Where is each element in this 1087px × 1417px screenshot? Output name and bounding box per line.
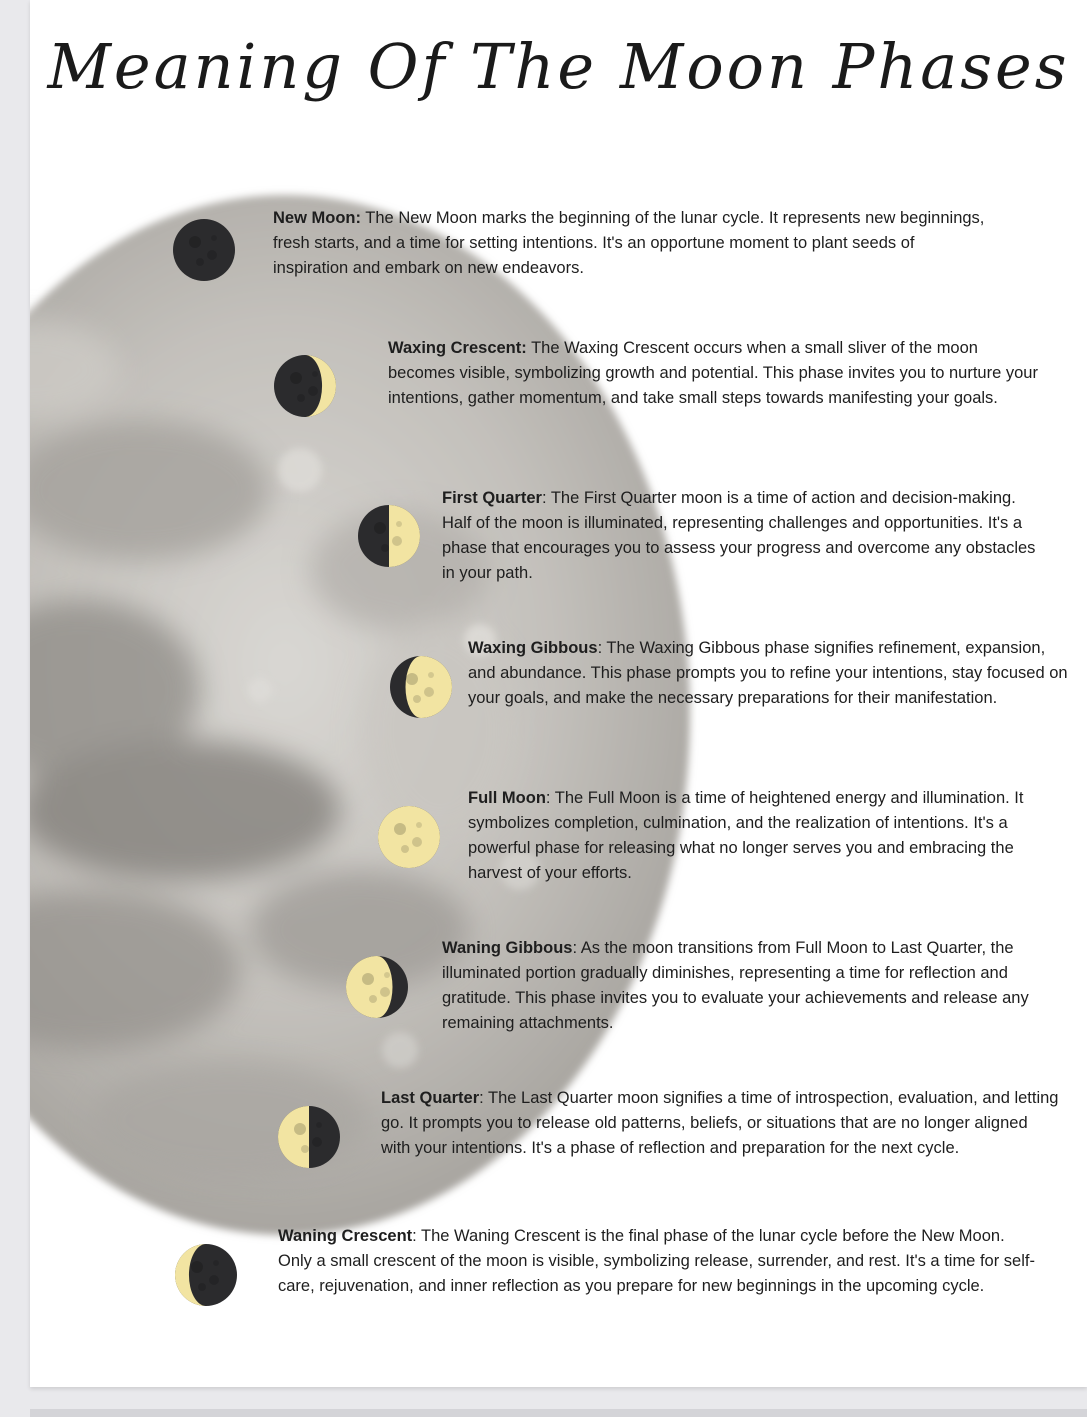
waxing-gibbous-icon [389, 655, 453, 723]
phase-description [388, 336, 1038, 411]
waxing-crescent-icon [273, 354, 337, 422]
phase-name: First Quarter [442, 489, 542, 507]
page-title: Meaning Of The Moon Phases [47, 30, 1070, 103]
phase-name: Full Moon [468, 789, 546, 807]
full-moon-icon [377, 805, 441, 873]
phase-description [381, 1086, 1061, 1161]
phase-name: New Moon: [273, 209, 361, 227]
last-quarter-icon [277, 1105, 341, 1173]
next-page-edge [30, 1409, 1087, 1417]
new-moon-icon [172, 218, 236, 286]
phase-name: Waxing Gibbous [468, 639, 598, 657]
phase-text: : The Full Moon is a time of heightened energy and illumination. It symbolizes completion, culmination, and the realization of intentions. It's a powerful phase for releasing what no longer serves you and embracing the harvest of your efforts. [468, 789, 1024, 882]
phase-text: : The Waning Crescent is the final phase of the lunar cycle before the New Moon. Only a small crescent of the moon is visible, symbolizing release, surrender, and rest. It's a time for self-care, rejuvenation, and inner reflection as you prepare for new beginnings in the upcoming cycle. [278, 1227, 1035, 1295]
phase-text: : The First Quarter moon is a time of action and decision-making. Half of the moon is illuminated, representing challenges and opportunities. It's a phase that encourages you to assess your progress and overcome any obstacles in your path. [442, 489, 1036, 582]
phase-description [278, 1224, 1043, 1299]
phase-text: : As the moon transitions from Full Moon to Last Quarter, the illuminated portion gradually diminishes, representing a time for reflection and gratitude. This phase invites you to evaluate your achievements and release any remaining attachments. [442, 939, 1029, 1032]
phase-name: Last Quarter [381, 1089, 480, 1107]
waning-crescent-icon [174, 1243, 238, 1311]
phase-description [442, 486, 1042, 586]
waning-gibbous-icon [345, 955, 409, 1023]
phase-name: Waning Crescent [278, 1227, 413, 1245]
phase-description [468, 786, 1068, 886]
first-quarter-icon [357, 504, 421, 572]
phase-text: : The Waxing Gibbous phase signifies refinement, expansion, and abundance. This phase prompts you to refine your intentions, stay focused on your goals, and make the necessary preparations for their manifestation. [468, 639, 1068, 707]
phase-text: The Waxing Crescent occurs when a small sliver of the moon becomes visible, symbolizing growth and potential. This phase invites you to nurture your intentions, gather momentum, and take small steps towards manifesting your goals. [388, 339, 1038, 407]
phase-description [273, 206, 993, 281]
phase-name: Waning Gibbous [442, 939, 573, 957]
phase-description [468, 636, 1073, 711]
phase-text: : The Last Quarter moon signifies a time of introspection, evaluation, and letting go. It prompts you to release old patterns, beliefs, or situations that are no longer aligned with your intentions. It's a phase of reflection and preparation for the next cycle. [381, 1089, 1059, 1157]
phase-description [442, 936, 1067, 1036]
phase-text: The New Moon marks the beginning of the lunar cycle. It represents new beginnings, fresh starts, and a time for setting intentions. It's an opportune moment to plant seeds of inspiration and embark on new endeavors. [273, 209, 985, 277]
document-page [30, 0, 1087, 1387]
phase-name: Waxing Crescent: [388, 339, 527, 357]
